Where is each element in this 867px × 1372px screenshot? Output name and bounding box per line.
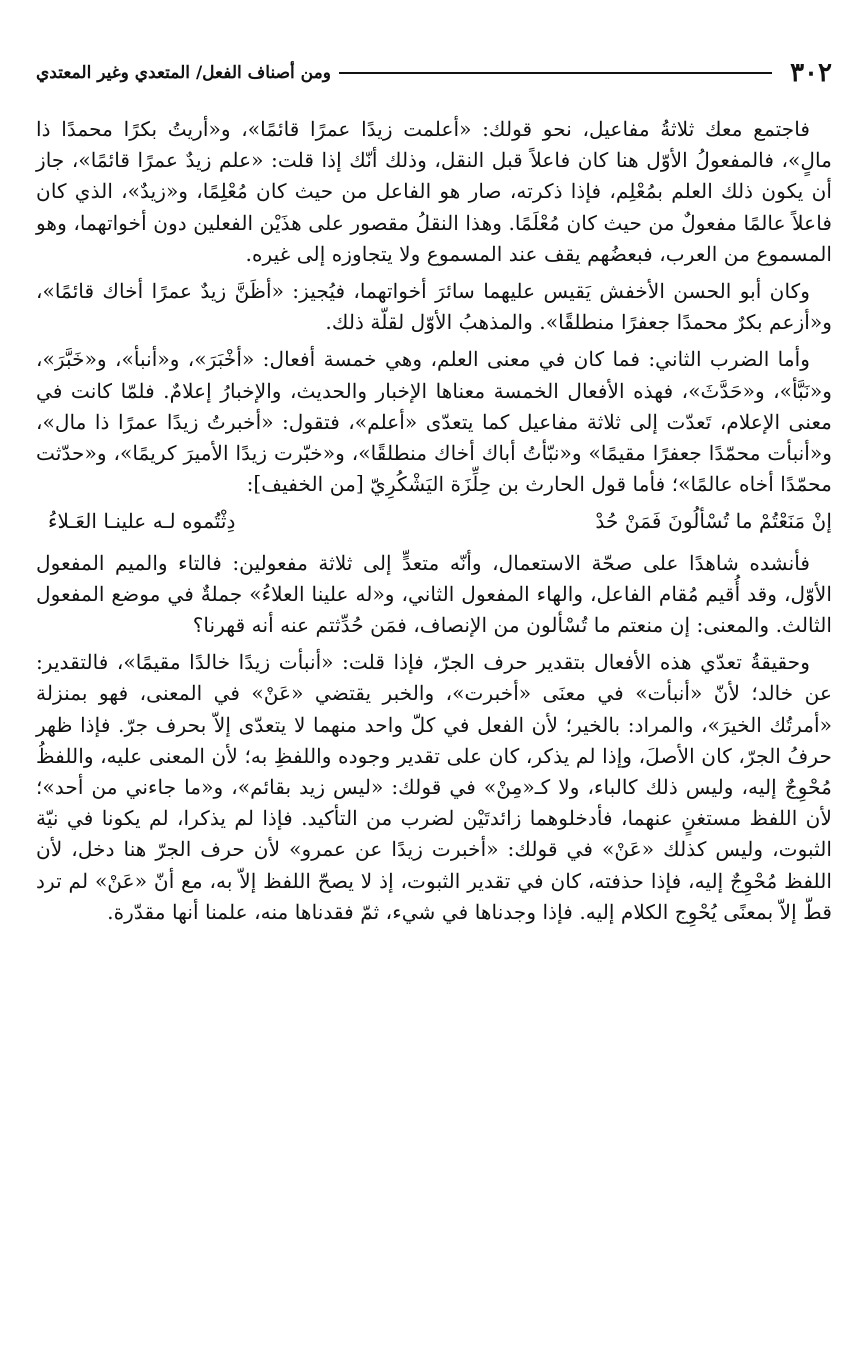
header-rule: [339, 72, 772, 74]
running-head: [36, 56, 832, 90]
paragraph: فاجتمع معك ثلاثةُ مفاعيل، نحو قولك: «أعلمت زيدًا عمرًا قائمًا»، و«أريتُ بكرًا محمدًا ذا مالٍ»، فالمفعولُ الأوّل هنا كان فاعلاً قبل النقل، وذلك أنّك إذا قلت: «علم زيدٌ عمرًا قائمًا»، جاز أن يكون ذلك العلم بمُعْلِم، فإذا ذكرته، صار هو الفاعل من حيث كان مُعْلِمًا، و«زيدٌ»، الذي كان فاعلاً عالمًا مفعولٌ من حيث كان مُعْلَمًا. وهذا النقلُ مقصور على هذَيْن الفعلين دون أخواتهما، وهو المسموع من العرب، فبعضُهم يقف عند المسموع ولا يتجاوزه إلى غيره.: [36, 117, 832, 266]
verse-first-hemistich: إنْ مَنَعْتُمْ ما تُسْألُونَ فَمَنْ حُدْ: [595, 509, 832, 534]
book-page: [36, 0, 832, 1372]
body-text: [36, 114, 832, 934]
poetry-verse: [36, 506, 832, 537]
chapter-title: ومن أصناف الفعل/ المتعدي وغير المعتدي: [36, 63, 331, 83]
page-number: ٣٠٢: [790, 58, 832, 88]
paragraph: وحقيقةُ تعدّي هذه الأفعال بتقدير حرف الجرّ، فإذا قلت: «أنبأت زيدًا خالدًا مقيمًا»، فالتقدير: عن خالد؛ لأنّ «أنبأت» في معنَى «أخبرت»، والخبر يقتضي «عَنْ» في المعنى، فهو بمنزلة «أمرتُك الخيرَ»، والمراد: بالخير؛ لأن الفعل في كلّ واحد منهما لا يتعدّى إلاّ بحرف جرّ. فإذا ظهر حرفُ الجرّ، كان الأصلَ، وإذا لم يذكر، كان على تقدير وجوده واللفظِ به؛ لأن المعنى عليه، واللفظُ مُحْوِجٌ إليه، وليس ذلك كالباء، ولا كـ«مِنْ» في قولك: «ليس زيد بقائم»، و«ما جاءني من أحد»؛ لأن اللفظ مستغنٍ عنهما، فأدخلوهما زائدتَيْن لضرب من التأكيد. فإذا لم يذكرا، لم يكونا في نيّة الثبوت، وليس كذلك «عَنْ» في قولك: «أخبرت زيدًا عن عمرو» لأن حرف الجرّ هنا دخل، لأن اللفظ مُحْوِجٌ إليه، فإذا حذفته، كان في تقدير الثبوت، إذ لا يصحّ اللفظ إلاّ به، مع أنّ «عَنْ» لم ترد قطّ إلاّ بمعنًى يُحْوِج الكلام إليه. فإذا وجدناها في شيء، ثمّ فقدناها منه، علمنا أنها مقدّرة.: [36, 650, 832, 924]
paragraph: فأنشده شاهدًا على صحّة الاستعمال، وأنّه متعدٍّ إلى ثلاثة مفعولين: فالتاء والميم المفعول الأوّل، وقد أُقيم مُقام الفاعل، والهاء المفعول الثاني، و«له علينا العلاءُ» جملةٌ في موضع المفعول الثالث. والمعنى: إن منعتم ما تُسْألون من الإنصاف، فمَن حُدِّثتم عنه أنه قهرنا؟: [36, 550, 832, 638]
paragraph: وأما الضرب الثاني: فما كان في معنى العلم، وهي خمسة أفعال: «أخْبَرَ»، و«أنبأ»، و«خَبَّرَ»، و«نَبَّأ»، و«حَدَّثَ»، فهذه الأفعال الخمسة معناها الإخبار والحديث، والإخبارُ إعلامٌ. فلمّا كانت في معنى الإعلام، تَعدّت إلى ثلاثة مفاعيل كما يتعدّى «أعلم»، فتقول: «أخبرتُ زيدًا عمرًا ذا مال»، و«أنبأت محمّدًا جعفرًا مقيمًا» و«نبّأتُ أباك أخاك منطلقًا»، و«خبّرت زيدًا الأميرَ كريمًا»، و«حدّثت محمّدًا أخاه عالمًا»؛ فأما قول الحارث بن حِلِّزَة اليَشْكُرِيّ [من الخفيف]:: [36, 347, 832, 497]
paragraph: وكان أبو الحسن الأخفش يَقيس عليهما سائرَ أخواتهما، فيُجيز: «أظَنَّ زيدٌ عمرًا أخاك قائمًا»، و«أزعم بكرٌ محمدًا جعفرًا منطلقًا». والمذهبُ الأوّل لقلّة ذلك.: [36, 279, 832, 335]
verse-second-hemistich: دِثْتُموه لـه علينـا العَـلاءُ: [48, 509, 236, 534]
